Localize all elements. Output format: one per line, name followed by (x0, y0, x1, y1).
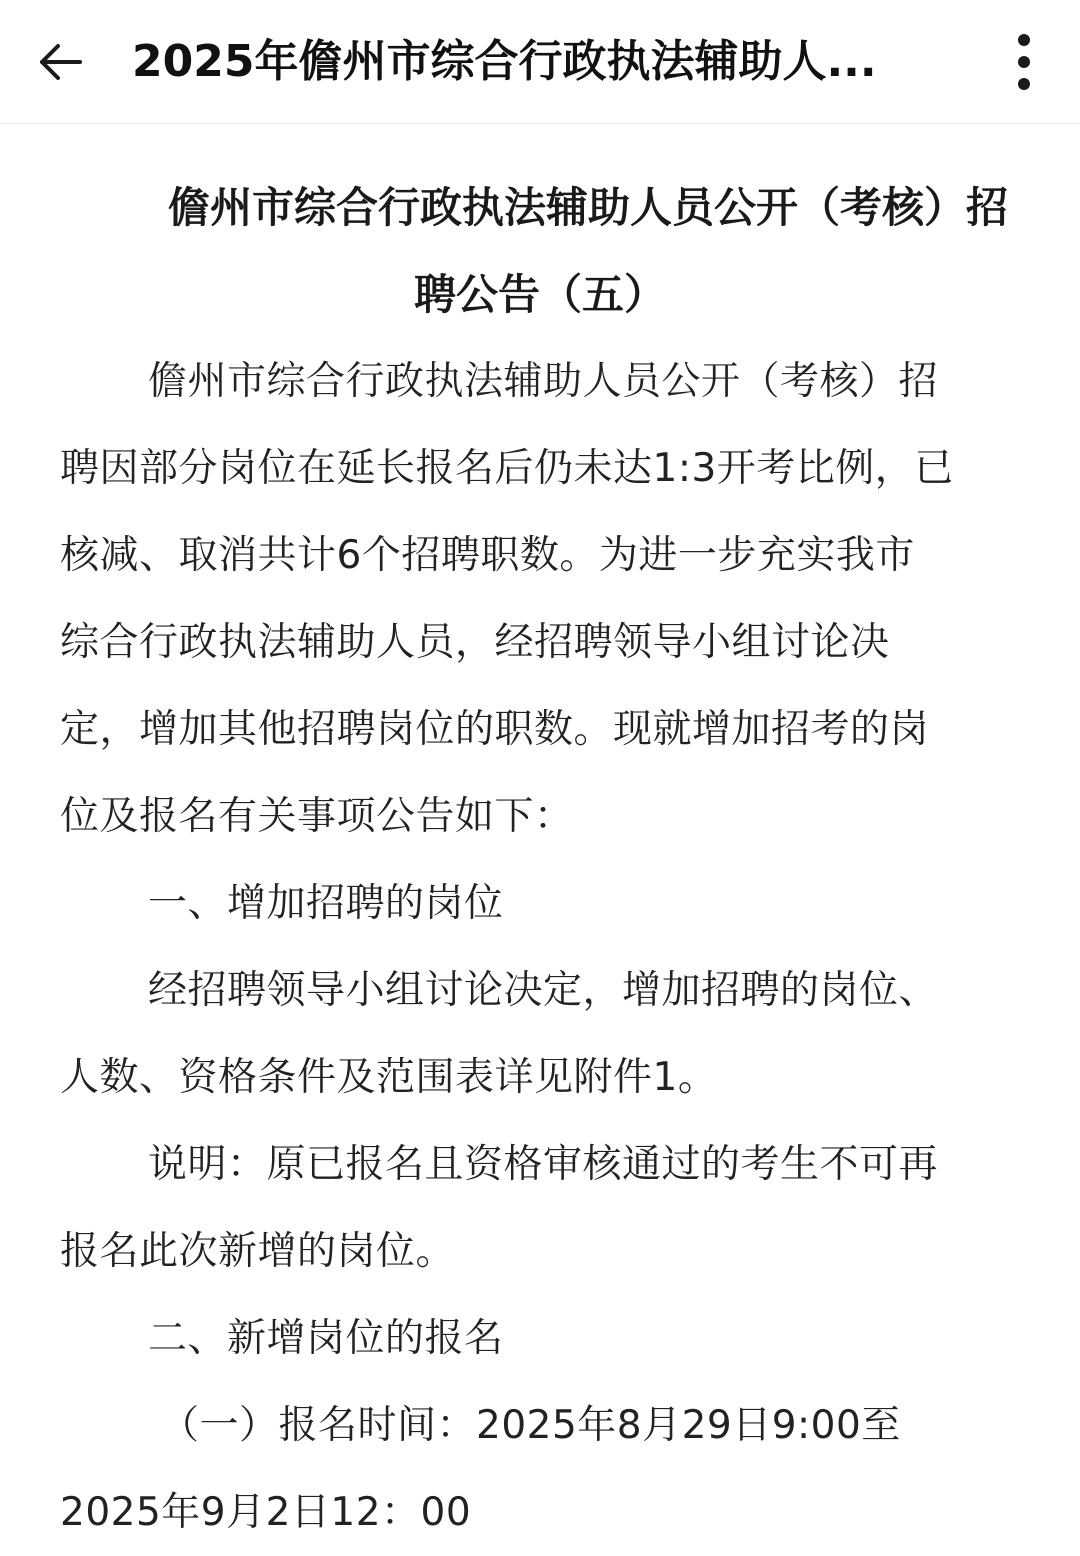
paragraph-line: （一）报名时间：2025年8月29日9:00至 (160, 1403, 901, 1448)
heading-line: 儋州市综合行政执法辅助人员公开（考核）招 (167, 183, 1008, 232)
more-vertical-icon-dot (1018, 56, 1030, 68)
paragraph-line: 2025年9月2日12：00 (60, 1490, 472, 1535)
paragraph-line: 综合行政执法辅助人员，经招聘领导小组讨论决 (60, 620, 890, 665)
paragraph-line: 聘因部分岗位在延长报名后仍未达1:3开考比例，已 (60, 446, 954, 491)
arrow-left-icon (34, 36, 86, 88)
more-vertical-icon-dot (1018, 78, 1030, 90)
registration-time-paragraph (60, 1382, 1020, 1556)
section2-title: 二、新增岗位的报名 (148, 1316, 504, 1361)
more-options-button[interactable] (1004, 26, 1044, 98)
section-title (60, 860, 1020, 947)
paragraph-line: 儋州市综合行政执法辅助人员公开（考核）招 (148, 359, 939, 404)
paragraph-line: 说明：原已报名且资格审核通过的考生不可再 (148, 1142, 939, 1187)
paragraph-line: 经招聘领导小组讨论决定，增加招聘的岗位、 (148, 968, 939, 1013)
note-paragraph (60, 1121, 1020, 1295)
back-button[interactable] (28, 30, 92, 94)
section1-title: 一、增加招聘的岗位 (148, 881, 504, 926)
intro-paragraph (60, 338, 1020, 860)
paragraph-line: 定，增加其他招聘岗位的职数。现就增加招考的岗 (60, 707, 930, 752)
top-app-bar (0, 0, 1080, 124)
article-body (0, 164, 1080, 1556)
article-heading (60, 164, 1020, 338)
page-title: 2025年儋州市综合行政执法辅助人... (132, 36, 877, 87)
paragraph-line: 报名此次新增的岗位。 (60, 1229, 456, 1274)
section-title (60, 1295, 1020, 1382)
paragraph-line: 位及报名有关事项公告如下： (60, 794, 574, 839)
section1-paragraph (60, 947, 1020, 1121)
more-vertical-icon (1018, 34, 1030, 46)
paragraph-line: 人数、资格条件及范围表详见附件1。 (60, 1055, 718, 1100)
paragraph-line: 核减、取消共计6个招聘职数。为进一步充实我市 (60, 533, 915, 578)
heading-line: 聘公告（五） (413, 270, 666, 319)
